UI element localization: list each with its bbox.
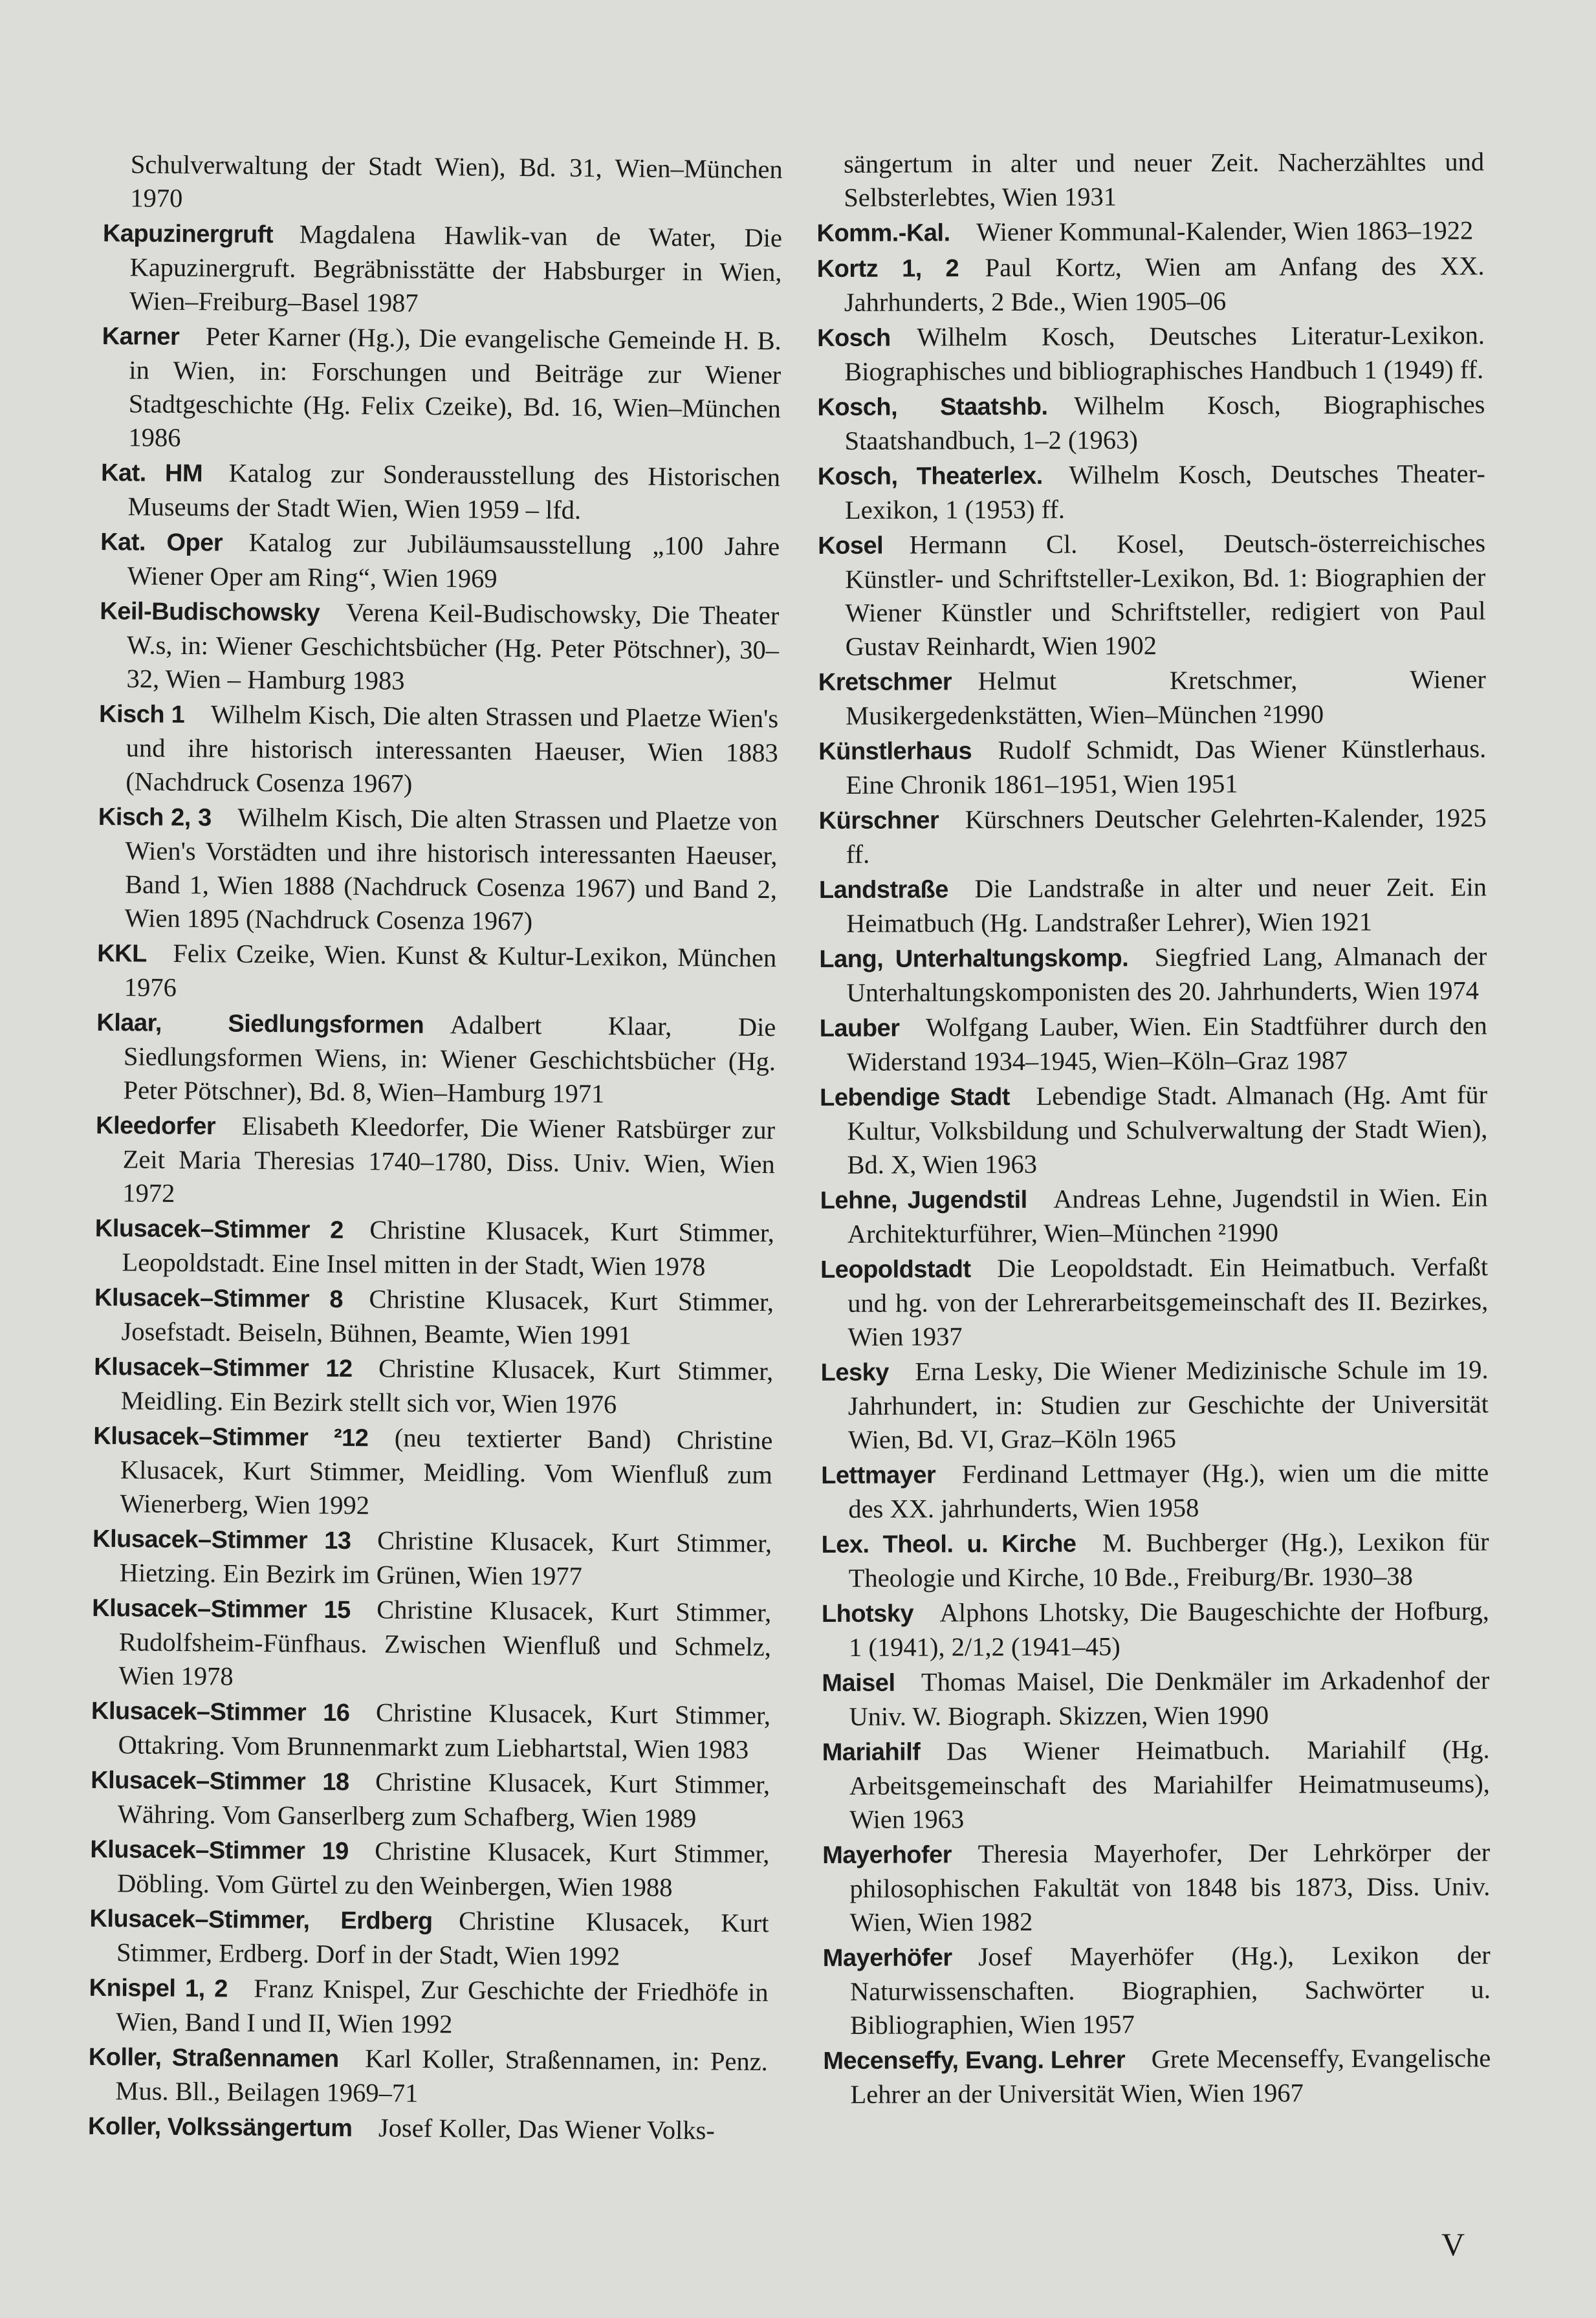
entry-abbreviation: Kat. Oper [100,528,223,557]
bibliography-entry [101,319,782,459]
entry-text: Magdalena Hawlik-van de Water, Die Kapuzinergruft. Begräbnisstätte der Habsburger in Wien, Wien–Freiburg–Basel 1987 [129,219,783,318]
bibliography-entry [818,457,1485,527]
entry-text: Die Landstraße in alter und neuer Zeit. Ein Heimatbuch (Hg. Landstraßer Lehrer), Wien 1921 [846,872,1487,938]
bibliography-entry [91,1591,771,1698]
entry-text: Wilhelm Kosch, Deutsches Literatur-Lexikon. Biographisches und bibliographisches Handbuch 1 (1949) ff. [844,320,1485,386]
bibliography-entry [821,1525,1489,1595]
entry-text: Christine Klusacek, Kurt Stimmer, Rudolfsheim-Fünfhaus. Zwischen Wienfluß und Schmelz, Wien 1978 [118,1595,772,1691]
right-column [816,145,1491,2113]
entry-text: Karl Koller, Straßennamen, in: Penz. Mus. Bll., Beilagen 1969–71 [115,2044,768,2108]
entry-text: Christine Klusacek, Kurt Stimmer, Josefstadt. Beiseln, Bühnen, Beamte, Wien 1991 [121,1284,774,1350]
entry-abbreviation: Kosch [816,324,891,352]
entry-text: Katalog zur Jubiläumsausstellung „100 Jahre Wiener Oper am Ring“, Wien 1969 [127,527,780,593]
entry-text: Rudolf Schmidt, Das Wiener Künstlerhaus. Eine Chronik 1861–1951, Wien 1951 [846,734,1487,800]
bibliography-entry [820,1078,1488,1182]
bibliography-entry [822,1835,1491,1940]
entry-abbreviation: Klusacek–Stimmer 2 [94,1214,344,1244]
entry-abbreviation: Klusacek–Stimmer 13 [92,1525,351,1555]
entry-abbreviation: Klusacek–Stimmer 19 [90,1835,349,1866]
entry-abbreviation: Koller, Straßennamen [88,2043,339,2073]
entry-text: Christine Klusacek, Kurt Stimmer, Döbling. Vom Gürtel zu den Weinbergen, Wien 1988 [116,1836,770,1902]
entry-text: Christine Klusacek, Kurt Stimmer, Meidling. Ein Bezirk stellt sich vor, Wien 1976 [120,1353,774,1419]
entry-abbreviation: Knispel 1, 2 [89,1974,228,2003]
entry-text: Christine Klusacek, Kurt Stimmer, Leopoldstadt. Eine Insel mitten in der Stadt, Wien 1978 [122,1215,775,1282]
entry-abbreviation: Lettmayer [821,1461,936,1489]
entry-text: Ferdinand Lettmayer (Hg.), wien um die mitte des XX. jahrhunderts, Wien 1958 [848,1458,1489,1524]
entry-abbreviation: Klusacek–Stimmer 15 [92,1594,351,1624]
entry-abbreviation: Kisch 1 [98,700,185,729]
entry-text: Wilhelm Kisch, Die alten Strassen und Plaetze von Wien's Vorstädten und ihre historisch interessanten Haeuser, Band 1, Wien 1888 (Nachdruck Cosenza 1967) und Band 2, Wien 1895 (Nachdruck Cosenza 1967) [124,802,778,936]
bibliography-entry [816,213,1484,250]
entry-text: Katalog zur Sonderausstellung des Historischen Museums der Stadt Wien, Wien 1959 – lfd. [127,458,781,525]
entry-abbreviation: Kosch, Theaterlex. [817,462,1043,490]
entry-text: Grete Mecenseffy, Evangelische Lehrer an der Universität Wien, Wien 1967 [850,2043,1491,2109]
bibliography-entry [88,2040,768,2113]
entry-text: sängertum in alter und neuer Zeit. Nacherzähltes und Selbsterlebtes, Wien 1931 [844,147,1485,212]
bibliography-entry [98,697,778,804]
entry-abbreviation: Kortz 1, 2 [816,255,959,283]
entry-text: Christine Klusacek, Kurt Stimmer, Währing. Vom Ganserlberg zum Schafberg, Wien 1989 [117,1767,771,1833]
entry-abbreviation: Kürschner [818,807,939,835]
entry-abbreviation: Künstlerhaus [818,738,972,765]
entry-abbreviation: Lhotsky [821,1600,914,1628]
bibliography-entry [92,1522,772,1595]
bibliography-entry [819,939,1487,1010]
entry-abbreviation: Klusacek–Stimmer 8 [94,1284,344,1313]
bibliography-entry [96,1005,776,1112]
entry-abbreviation: Klusacek–Stimmer 18 [91,1766,349,1797]
entry-abbreviation: Klusacek–Stimmer 12 [94,1353,353,1383]
bibliography-entry [821,1456,1489,1526]
entry-abbreviation: Mariahilf [822,1738,921,1766]
entry-abbreviation: Kat. HM [100,459,203,488]
bibliography-entry [91,1694,771,1767]
entry-text: Erna Lesky, Die Wiener Medizinische Schule im 19. Jahrhundert, in: Studien zur Geschichte der Universität Wien, Bd. VI, Graz–Köln 1965 [847,1355,1489,1454]
bibliography-entry [818,662,1486,733]
bibliography-entry [88,2109,767,2149]
entry-text: Wilhelm Kisch, Die alten Strassen und Plaetze Wien's und ihre historisch interessanten Haeuser, Wien 1883 (Nachdruck Cosenza 1967) [126,699,779,798]
entry-text: Thomas Maisel, Die Denkmäler im Arkadenhof der Univ. W. Biograph. Skizzen, Wien 1990 [849,1665,1490,1731]
bibliography-entry [818,732,1486,802]
bibliography-entry [822,1594,1489,1665]
bibliography-entry [91,1763,771,1836]
entry-text: Helmut Kretschmer, Wiener Musikergedenkstätten, Wien–München ²1990 [845,664,1486,730]
entry-text: Christine Klusacek, Kurt Stimmer, Erdberg. Dorf in der Stadt, Wien 1992 [116,1906,769,1971]
entry-text: Wolfgang Lauber, Wien. Ein Stadtführer durch den Widerstand 1934–1945, Wien–Köln–Graz 1987 [846,1011,1487,1077]
entry-text: Lebendige Stadt. Almanach (Hg. Amt für Kultur, Volksbildung und Schulverwaltung der Stadt Wien), Bd. X, Wien 1963 [847,1080,1488,1179]
bibliography-entry [819,870,1487,941]
entry-abbreviation: Mayerhofer [822,1841,952,1869]
entry-text: Josef Koller, Das Wiener Volks- [378,2113,715,2145]
entry-abbreviation: Lebendige Stadt [820,1083,1010,1111]
bibliography-entry [94,1211,774,1284]
bibliography-entry [94,1280,774,1353]
left-column [88,148,783,2150]
bibliography-entry [822,1733,1491,1837]
entry-abbreviation: Kosch, Staatshb. [817,393,1048,421]
entry-text: Andreas Lehne, Jugendstil in Wien. Ein Architekturführer, Wien–München ²1990 [847,1183,1488,1249]
entry-text: Adalbert Klaar, Die Siedlungsformen Wiens, in: Wiener Geschichtsbücher (Hg. Peter Pötschner), Bd. 8, Wien–Hamburg 1971 [123,1010,776,1109]
entry-abbreviation: Lex. Theol. u. Kirche [821,1530,1077,1558]
entry-abbreviation: Lauber [819,1014,900,1042]
entry-abbreviation: Kisch 2, 3 [98,803,212,832]
bibliography-entry [93,1419,772,1525]
bibliography-entry [817,388,1485,458]
bibliography-entry [89,1901,769,1974]
entry-text: Alphons Lhotsky, Die Baugeschichte der Hofburg, 1 (1941), 2/1,2 (1941–45) [849,1596,1489,1662]
entry-abbreviation: Kleedorfer [95,1111,216,1141]
bibliography-entry [823,1938,1491,2042]
bibliography-entry [100,455,780,529]
entry-text: Elisabeth Kleedorfer, Die Wiener Ratsbürger zur Zeit Maria Theresias 1740–1780, Diss. Univ. Wien, Wien 1972 [122,1111,776,1208]
entry-abbreviation: Keil-Budischowsky [100,597,320,627]
bibliography-entry [818,526,1486,664]
entry-text: Die Leopoldstadt. Ein Heimatbuch. Verfaßt und hg. von der Lehrerarbeitsgemeinschaft des II. Bezirkes, Wien 1937 [847,1252,1489,1351]
entry-text: Das Wiener Heimatbuch. Mariahilf (Hg. Arbeitsgemeinschaft des Mariahilfer Heimatmuseums), Wien 1963 [849,1734,1490,1834]
entry-text: Theresia Mayerhofer, Der Lehrkörper der philosophischen Fakultät von 1848 bis 1873, Diss. Univ. Wien, Wien 1982 [849,1837,1491,1937]
entry-abbreviation: Koller, Volkssängertum [87,2112,353,2143]
bibliography-entry [100,525,780,598]
entry-text: Wiener Kommunal-Kalender, Wien 1863–1922 [976,215,1474,247]
bibliography-entry [90,1832,770,1905]
entry-text: Hermann Cl. Kosel, Deutsch-österreichisches Künstler- und Schriftsteller-Lexikon, Bd. 1: Biographien der Wiener Künstler und Schriftsteller, redigiert von Paul Gustav Reinhardt, Wien 1902 [845,528,1486,661]
entry-text: Peter Karner (Hg.), Die evangelische Gemeinde H. B. in Wien, in: Forschungen und Beiträge zur Wiener Stadtgeschichte (Hg. Felix Czeike), Bd. 16, Wien–München 1986 [128,322,782,452]
entry-text: Paul Kortz, Wien am Anfang des XX. Jahrhunderts, 2 Bde., Wien 1905–06 [844,251,1485,317]
bibliography-entry [97,936,777,1009]
entry-text: (neu textierter Band) Christine Klusacek, Kurt Stimmer, Meidling. Vom Wienfluß zum Wienerberg, Wien 1992 [120,1423,773,1520]
entry-abbreviation: Klusacek–Stimmer, Erdberg [89,1905,433,1936]
page-number: V [1441,2226,1465,2262]
entry-abbreviation: Mayerhöfer [822,1944,952,1972]
bibliography-entry [99,594,779,701]
entry-text: Felix Czeike, Wien. Kunst & Kultur-Lexikon, München 1976 [124,938,777,1002]
entry-text: Christine Klusacek, Kurt Stimmer, Hietzing. Ein Bezirk im Grünen, Wien 1977 [119,1525,772,1591]
entry-abbreviation: Maisel [822,1669,895,1697]
entry-text: Christine Klusacek, Kurt Stimmer, Ottakring. Vom Brunnenmarkt zum Liebhartstal, Wien 1983 [118,1698,771,1764]
bibliography-entry [94,1350,774,1423]
entry-abbreviation: Lang, Unterhaltungskomp. [819,945,1129,973]
entry-abbreviation: Klusacek–Stimmer ²12 [93,1422,369,1452]
bibliography-entry [89,1971,769,2044]
entry-text: Josef Mayerhöfer (Hg.), Lexikon der Naturwissenschaften. Biographien, Sachwörter u. Bibliographien, Wien 1957 [849,1940,1491,2040]
entry-text: Franz Knispel, Zur Geschichte der Friedhöfe in Wien, Band I und II, Wien 1992 [116,1973,769,2039]
entry-abbreviation: Lehne, Jugendstil [820,1186,1027,1214]
entry-text: Verena Keil-Budischowsky, Die Theater W.s, in: Wiener Geschichtsbücher (Hg. Peter Pötschner), 30–32, Wien – Hamburg 1983 [126,597,780,695]
bibliography-entry [817,318,1485,389]
entry-abbreviation: Kretschmer [818,668,952,696]
bibliography-entry [103,148,783,220]
bibliography-entry [102,216,782,323]
entry-abbreviation: Karner [102,322,180,351]
entry-abbreviation: Komm.-Kal. [816,219,950,247]
entry-text: Kürschners Deutscher Gelehrten-Kalender, 1925 ff. [846,803,1487,869]
bibliography-entry [816,145,1484,215]
bibliography-entry [820,1181,1488,1251]
entry-abbreviation: Klaar, Siedlungsformen [96,1009,424,1039]
bibliography-entry [823,2041,1491,2112]
bibliography-entry [822,1663,1489,1734]
entry-abbreviation: Mecenseffy, Evang. Lehrer [823,2046,1126,2075]
entry-text: Wilhelm Kosch, Biographisches Staatshandbuch, 1–2 (1963) [844,389,1485,455]
entry-abbreviation: Leopoldstadt [820,1256,971,1284]
bibliography-entry [97,800,778,940]
entry-abbreviation: Landstraße [818,876,948,904]
entry-abbreviation: Lesky [820,1359,889,1386]
entry-text: Wilhelm Kosch, Deutsches Theater-Lexikon, 1 (1953) ff. [844,459,1485,525]
bibliography-entry [821,1353,1489,1457]
entry-text: Schulverwaltung der Stadt Wien), Bd. 31, Wien–München 1970 [130,149,783,213]
bibliography-entry [819,801,1487,871]
entry-abbreviation: Klusacek–Stimmer 16 [91,1697,350,1727]
entry-abbreviation: KKL [97,939,147,968]
entry-abbreviation: Kosel [818,532,884,560]
bibliography-entry [820,1009,1487,1079]
bibliography-entry [95,1108,775,1215]
entry-abbreviation: Kapuzinergruft [102,219,274,249]
bibliography-entry [817,249,1485,320]
entry-text: M. Buchberger (Hg.), Lexikon für Theologie und Kirche, 10 Bde., Freiburg/Br. 1930–38 [848,1527,1489,1593]
entry-text: Siegfried Lang, Almanach der Unterhaltungskomponisten des 20. Jahrhunderts, Wien 1974 [846,941,1487,1007]
bibliography-entry [820,1250,1489,1354]
